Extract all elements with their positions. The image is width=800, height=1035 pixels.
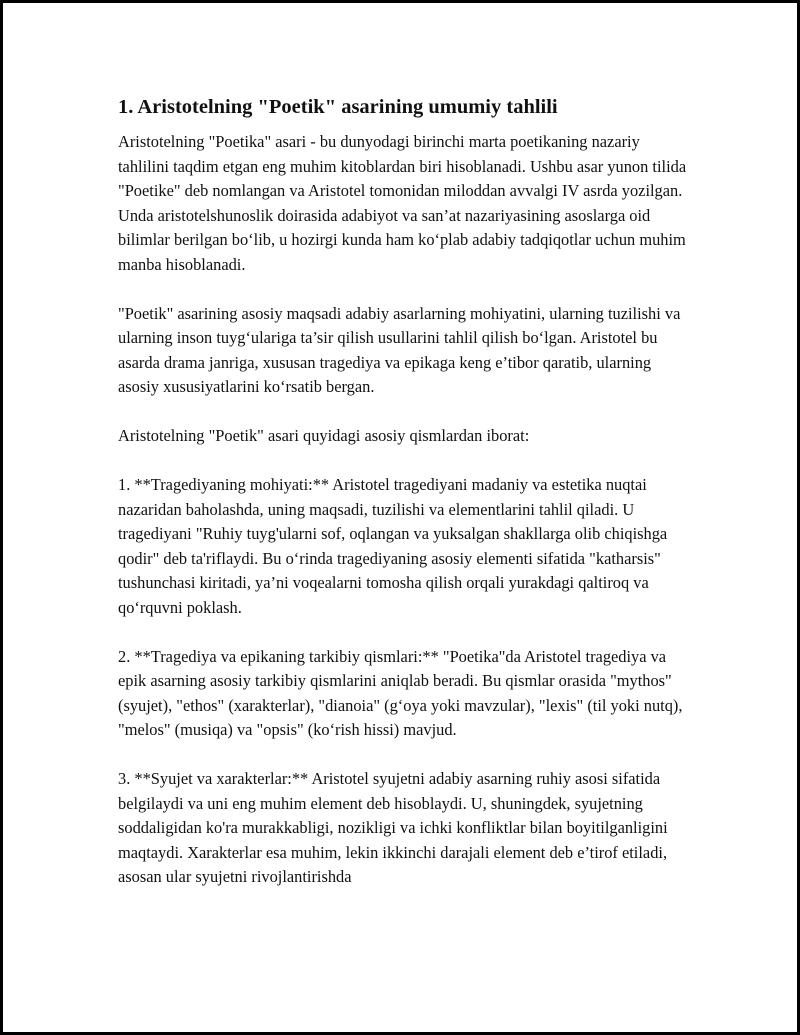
paragraph-purpose: "Poetik" asarining asosiy maqsadi adabiy asarlarning mohiyatini, ularning tuzilishi va ularning inson tuyg‘ulariga ta’sir qilish usullarini tahlil qilish bo‘lgan. Aristotel bu asarda drama janriga, xususan tragediya va epikaga keng e’tibor qaratib, ularning asosiy xususiyatlarini ko‘rsatib bergan. — [118, 303, 681, 396]
paragraph-intro: Aristotelning "Poetika" asari - bu dunyodagi birinchi marta poetikaning nazariy tahlilini taqdim etgan eng muhim kitoblardan biri hisoblanadi. Ushbu asar yunon tilida "Poetike" deb nomlangan va Aristotel tomonidan miloddan avvalgi IV asrda yozilgan. Unda aristotelshunoslik doirasida adabiyot va san’at nazariyasining asoslarga oid bilimlar berilgan bo‘lib, u hozirgi kunda ham ko‘plab adabiy tadqiqotlar uchun muhim manba hisoblanadi. — [118, 132, 687, 274]
paragraph-parts-intro: Aristotelning "Poetik" asari quyidagi asosiy qismlardan iborat: — [118, 426, 530, 445]
paragraph-item-2: 2. **Tragediya va epikaning tarkibiy qismlari:** "Poetika"da Aristotel tragediya va epik asarning asosiy tarkibiy qismlarini aniqlab beradi. Bu qismlar orasida "mythos" (syujet), "ethos" (xarakterlar), "dianoia" (g‘oya yoki mavzular), "lexis" (til yoki nutq), "melos" (musiqa) va "opsis" (ko‘rish hissi) mavjud. — [118, 646, 683, 739]
document-heading: 1. Aristotelning "Poetik" asarining umumiy tahlili — [118, 96, 558, 118]
document-body — [118, 95, 693, 914]
paragraph-item-1: 1. **Tragediyaning mohiyati:** Aristotel tragediyani madaniy va estetika nuqtai nazaridan baholashda, uning maqsadi, tuzilishi va elementlarini tahlil qiladi. U tragediyani "Ruhiy tuyg'ularni sof, oqlangan va yuksalgan shakllarga olib chiqishga qodir" deb ta'riflaydi. Bu o‘rinda tragediyaning asosiy elementi sifatida "katharsis" tushunchasi kiritadi, ya’ni voqealarni tomosha qilish orqali yurakdagi qaltiroq va qo‘rquvni poklash. — [118, 475, 668, 617]
paragraph-item-3: 3. **Syujet va xarakterlar:** Aristotel syujetni adabiy asarning ruhiy asosi sifatida belgilaydi va uni eng muhim element deb hisoblaydi. U, shuningdek, syujetning soddaligidan ko'ra murakkabligi, nozikligi va ichki konfliktlar bilan boyitilganligini maqtaydi. Xarakterlar esa muhim, lekin ikkinchi darajali element deb e’tirof etiladi, asosan ular syujetni rivojlantirishda — [118, 769, 668, 886]
